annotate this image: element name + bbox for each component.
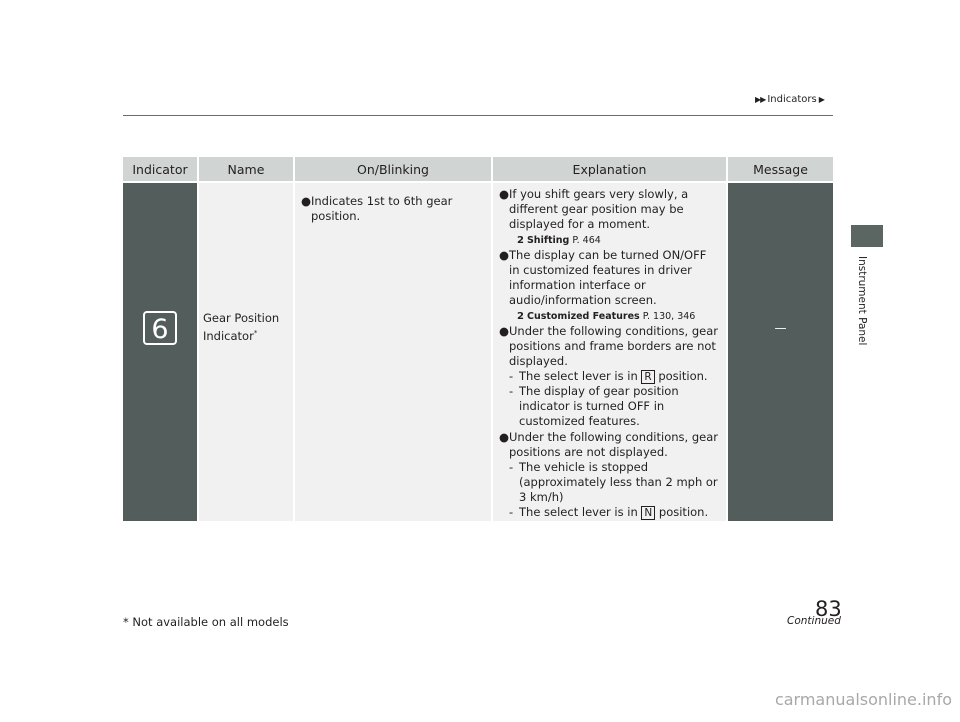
explanation-item: ● Under the following conditions, gear positions are not displayed. - The vehicle is stopped (approximately less than 2 mph or 3 km/h) - The select lever is in N position. xyxy=(499,430,718,519)
breadcrumb xyxy=(755,94,824,105)
reference-arrow-icon: 2 xyxy=(517,311,524,322)
header-name: Name xyxy=(199,157,295,181)
arrow-icon: ▶ xyxy=(818,95,824,104)
page-number: 83 xyxy=(815,597,842,621)
explanation-item: ● The display can be turned ON/OFF in customized features in driver information interface or audio/information screen. xyxy=(499,248,707,307)
gear-n-key: N xyxy=(641,506,655,520)
footnote-mark: * xyxy=(253,329,258,338)
message-text: — xyxy=(774,320,787,335)
breadcrumb-section: Indicators xyxy=(767,94,817,105)
table-row xyxy=(123,181,833,521)
indicator-name: Gear Position Indicator xyxy=(203,311,280,343)
header-explanation: Explanation xyxy=(493,157,728,181)
continued-label: Continued xyxy=(787,615,841,627)
on-blinking-cell xyxy=(295,181,493,521)
on-blinking-text: Indicates 1st to 6th gear position. xyxy=(311,194,453,223)
header-indicator: Indicator xyxy=(123,157,199,181)
bullet-icon: ● xyxy=(499,324,510,338)
footnote: * Not available on all models xyxy=(123,615,289,629)
name-cell xyxy=(199,181,295,521)
cross-reference[interactable]: 2 Shifting P. 464 xyxy=(517,235,601,246)
watermark: carmanualsonline.info xyxy=(774,690,952,709)
double-arrow-icon: ▶▶ xyxy=(755,95,766,104)
bullet-icon: ● xyxy=(499,248,510,262)
indicator-table xyxy=(123,157,833,521)
table-header-row xyxy=(123,157,833,181)
indicator-cell xyxy=(123,181,199,521)
bullet-icon: ● xyxy=(499,187,510,201)
reference-arrow-icon: 2 xyxy=(517,235,524,246)
section-tab xyxy=(851,225,883,247)
explanation-item: ● If you shift gears very slowly, a different gear position may be displayed for a moment. xyxy=(499,187,689,231)
section-tab-label: Instrument Panel xyxy=(856,256,868,346)
header-on-blinking: On/Blinking xyxy=(295,157,493,181)
explanation-item: ● Under the following conditions, gear positions and frame borders are not displayed. - The select lever is in R position. - The display of gear position indicator is turned OFF in customized features. xyxy=(499,324,718,428)
explanation-cell xyxy=(493,181,728,521)
message-cell xyxy=(728,181,833,521)
cross-reference[interactable]: 2 Customized Features P. 130, 346 xyxy=(517,311,696,322)
header-message: Message xyxy=(728,157,833,181)
gear-position-icon: 6 xyxy=(143,311,177,345)
header-rule xyxy=(123,115,833,116)
bullet-icon: ● xyxy=(499,430,510,444)
bullet-icon: ● xyxy=(301,194,312,208)
gear-r-key: R xyxy=(641,370,654,384)
